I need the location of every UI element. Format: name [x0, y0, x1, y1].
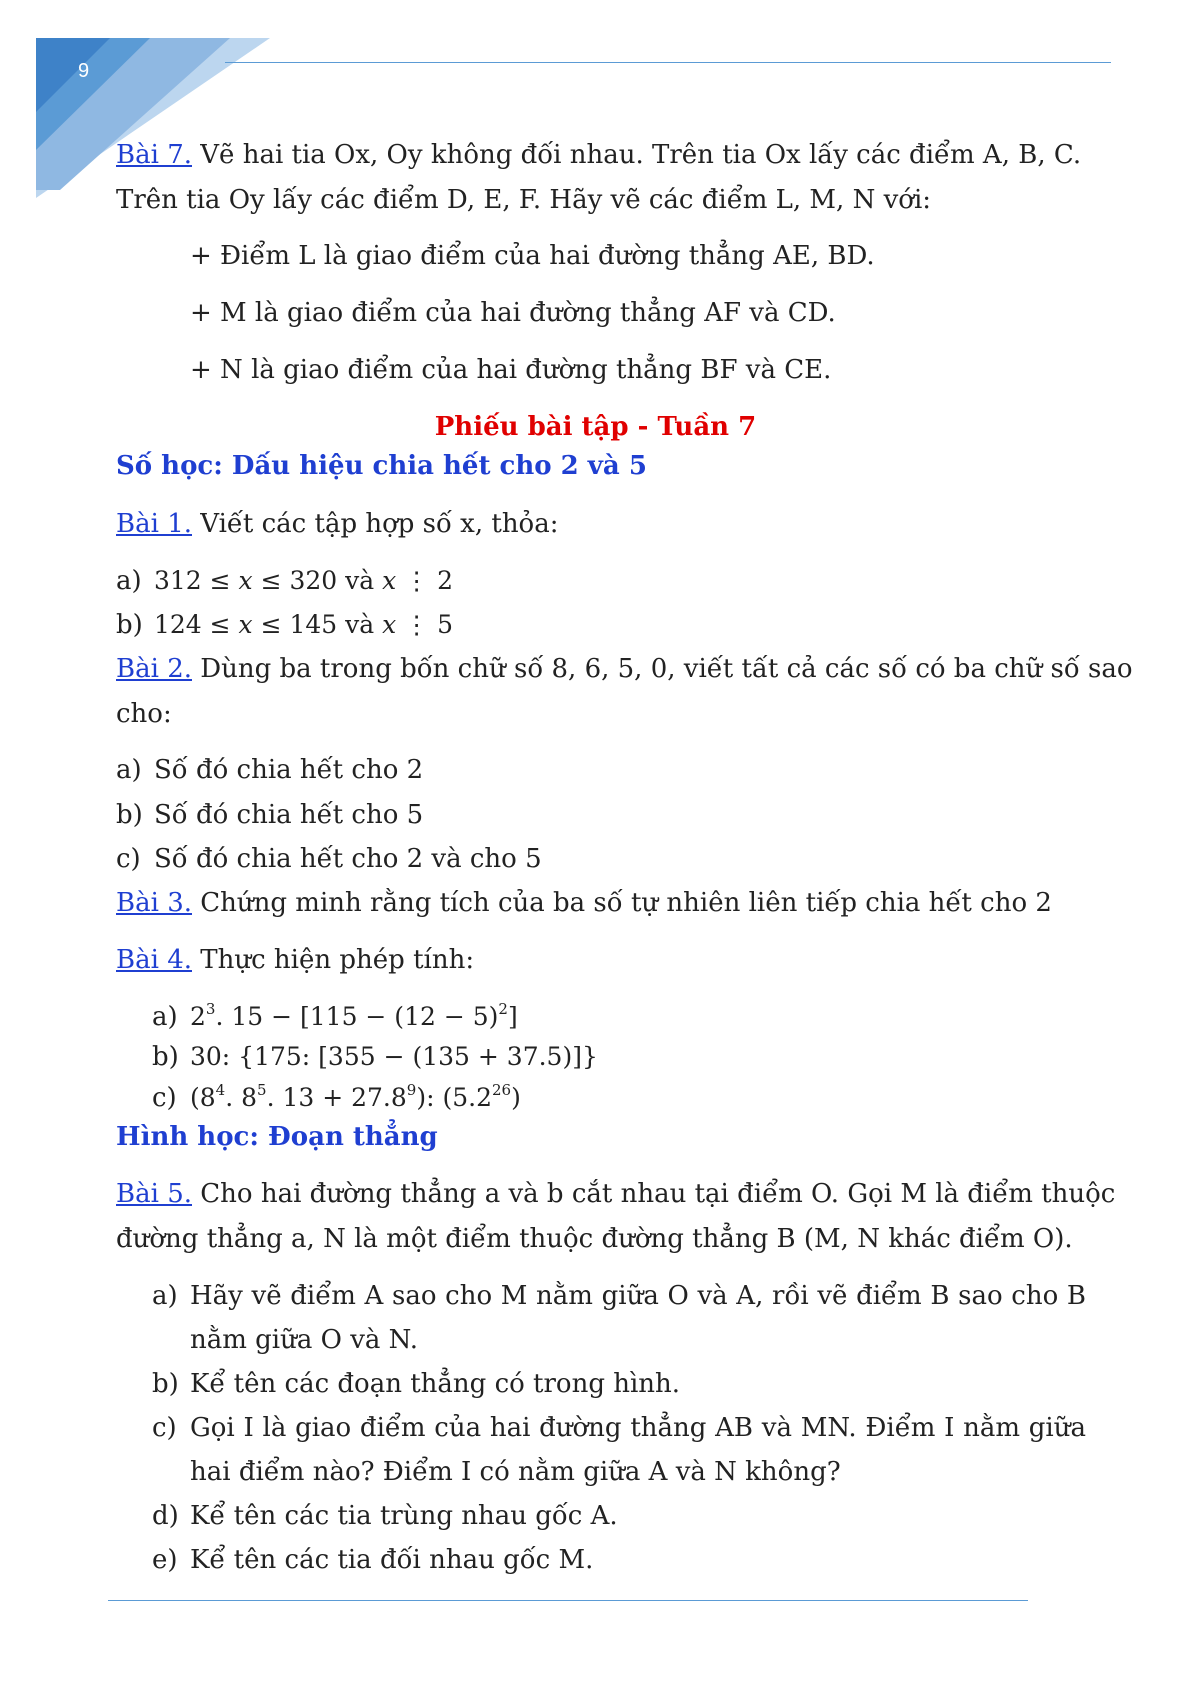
- bai3-label: Bài 3.: [116, 888, 192, 918]
- bai5-item-c-line2: hai điểm nào? Điểm I có nằm giữa A và N không?: [190, 1457, 841, 1487]
- bai2-item-a: a) Số đó chia hết cho 2: [116, 755, 424, 785]
- bai5-item-c-marker: c): [152, 1413, 177, 1443]
- bai5-item-a-marker: a): [152, 1281, 178, 1311]
- worksheet-title: Phiếu bài tập - Tuần 7: [434, 412, 757, 442]
- bai7-label: Bài 7.: [116, 140, 192, 170]
- bai4-label: Bài 4.: [116, 945, 192, 975]
- bai5-item-b: b) Kể tên các đoạn thẳng có trong hình.: [152, 1369, 681, 1399]
- bai1-item-b: b) 124 ≤ 𝑥 ≤ 145 và 𝑥 ⋮ 5: [116, 610, 454, 640]
- bai7-line2: Trên tia Oy lấy các điểm D, E, F. Hãy vẽ các điểm L, M, N với:: [116, 185, 932, 215]
- bai7-item-2: + M là giao điểm của hai đường thẳng AF và CD.: [190, 298, 836, 328]
- bai5-line2: đường thẳng a, N là một điểm thuộc đường thẳng B (M, N khác điểm O).: [116, 1224, 1073, 1254]
- bai1-item-a: a) 312 ≤ 𝑥 ≤ 320 và 𝑥 ⋮ 2: [116, 566, 454, 596]
- bai4-item-a: a) $2^3$. $15 - [115 - (12 - 5)^2]$: [152, 999, 518, 1032]
- bai4-item-c: c) ($8^4$. $8^5$. $13 + 27.8^9$): $(5.2^{26})$: [152, 1080, 521, 1113]
- bai5-item-d: d) Kể tên các tia trùng nhau gốc A.: [152, 1501, 618, 1531]
- footer-rule: [108, 1600, 1028, 1601]
- bai4-line: Bài 4. Thực hiện phép tính:: [116, 945, 475, 975]
- bai4-item-b: b) 30: {175: [355 − (135 + 37.5)]}: [152, 1042, 598, 1072]
- header-rule: [225, 62, 1111, 63]
- section-title-arithmetic: Số học: Dấu hiệu chia hết cho 2 và 5: [116, 451, 647, 481]
- bai7-item-3: + N là giao điểm của hai đường thẳng BF và CE.: [190, 355, 832, 385]
- bai5-item-a-line1: Hãy vẽ điểm A sao cho M nằm giữa O và A, rồi vẽ điểm B sao cho B: [190, 1281, 1086, 1311]
- bai1-label: Bài 1.: [116, 509, 192, 539]
- bai7-line1: Bài 7. Vẽ hai tia Ox, Oy không đối nhau. Trên tia Ox lấy các điểm A, B, C.: [116, 140, 1082, 170]
- bai5-item-a-line2: nằm giữa O và N.: [190, 1325, 419, 1355]
- bai7-item-1: + Điểm L là giao điểm của hai đường thẳng AE, BD.: [190, 241, 875, 271]
- bai2-line2: cho:: [116, 699, 172, 729]
- bai2-line1: Bài 2. Dùng ba trong bốn chữ số 8, 6, 5, 0, viết tất cả các số có ba chữ số sao: [116, 654, 1133, 684]
- bai5-item-c-line1: Gọi I là giao điểm của hai đường thẳng AB và MN. Điểm I nằm giữa: [190, 1413, 1086, 1443]
- bai5-label: Bài 5.: [116, 1179, 192, 1209]
- bai3-line: Bài 3. Chứng minh rằng tích của ba số tự nhiên liên tiếp chia hết cho 2: [116, 888, 1052, 918]
- bai2-item-b: b) Số đó chia hết cho 5: [116, 800, 424, 830]
- bai2-label: Bài 2.: [116, 654, 192, 684]
- page-number: 9: [78, 60, 90, 82]
- bai5-item-e: e) Kể tên các tia đối nhau gốc M.: [152, 1545, 594, 1575]
- bai2-item-c: c) Số đó chia hết cho 2 và cho 5: [116, 844, 542, 874]
- bai1-line: Bài 1. Viết các tập hợp số x, thỏa:: [116, 509, 559, 539]
- bai5-line1: Bài 5. Cho hai đường thẳng a và b cắt nhau tại điểm O. Gọi M là điểm thuộc: [116, 1179, 1116, 1209]
- section-title-geometry: Hình học: Đoạn thẳng: [116, 1122, 438, 1152]
